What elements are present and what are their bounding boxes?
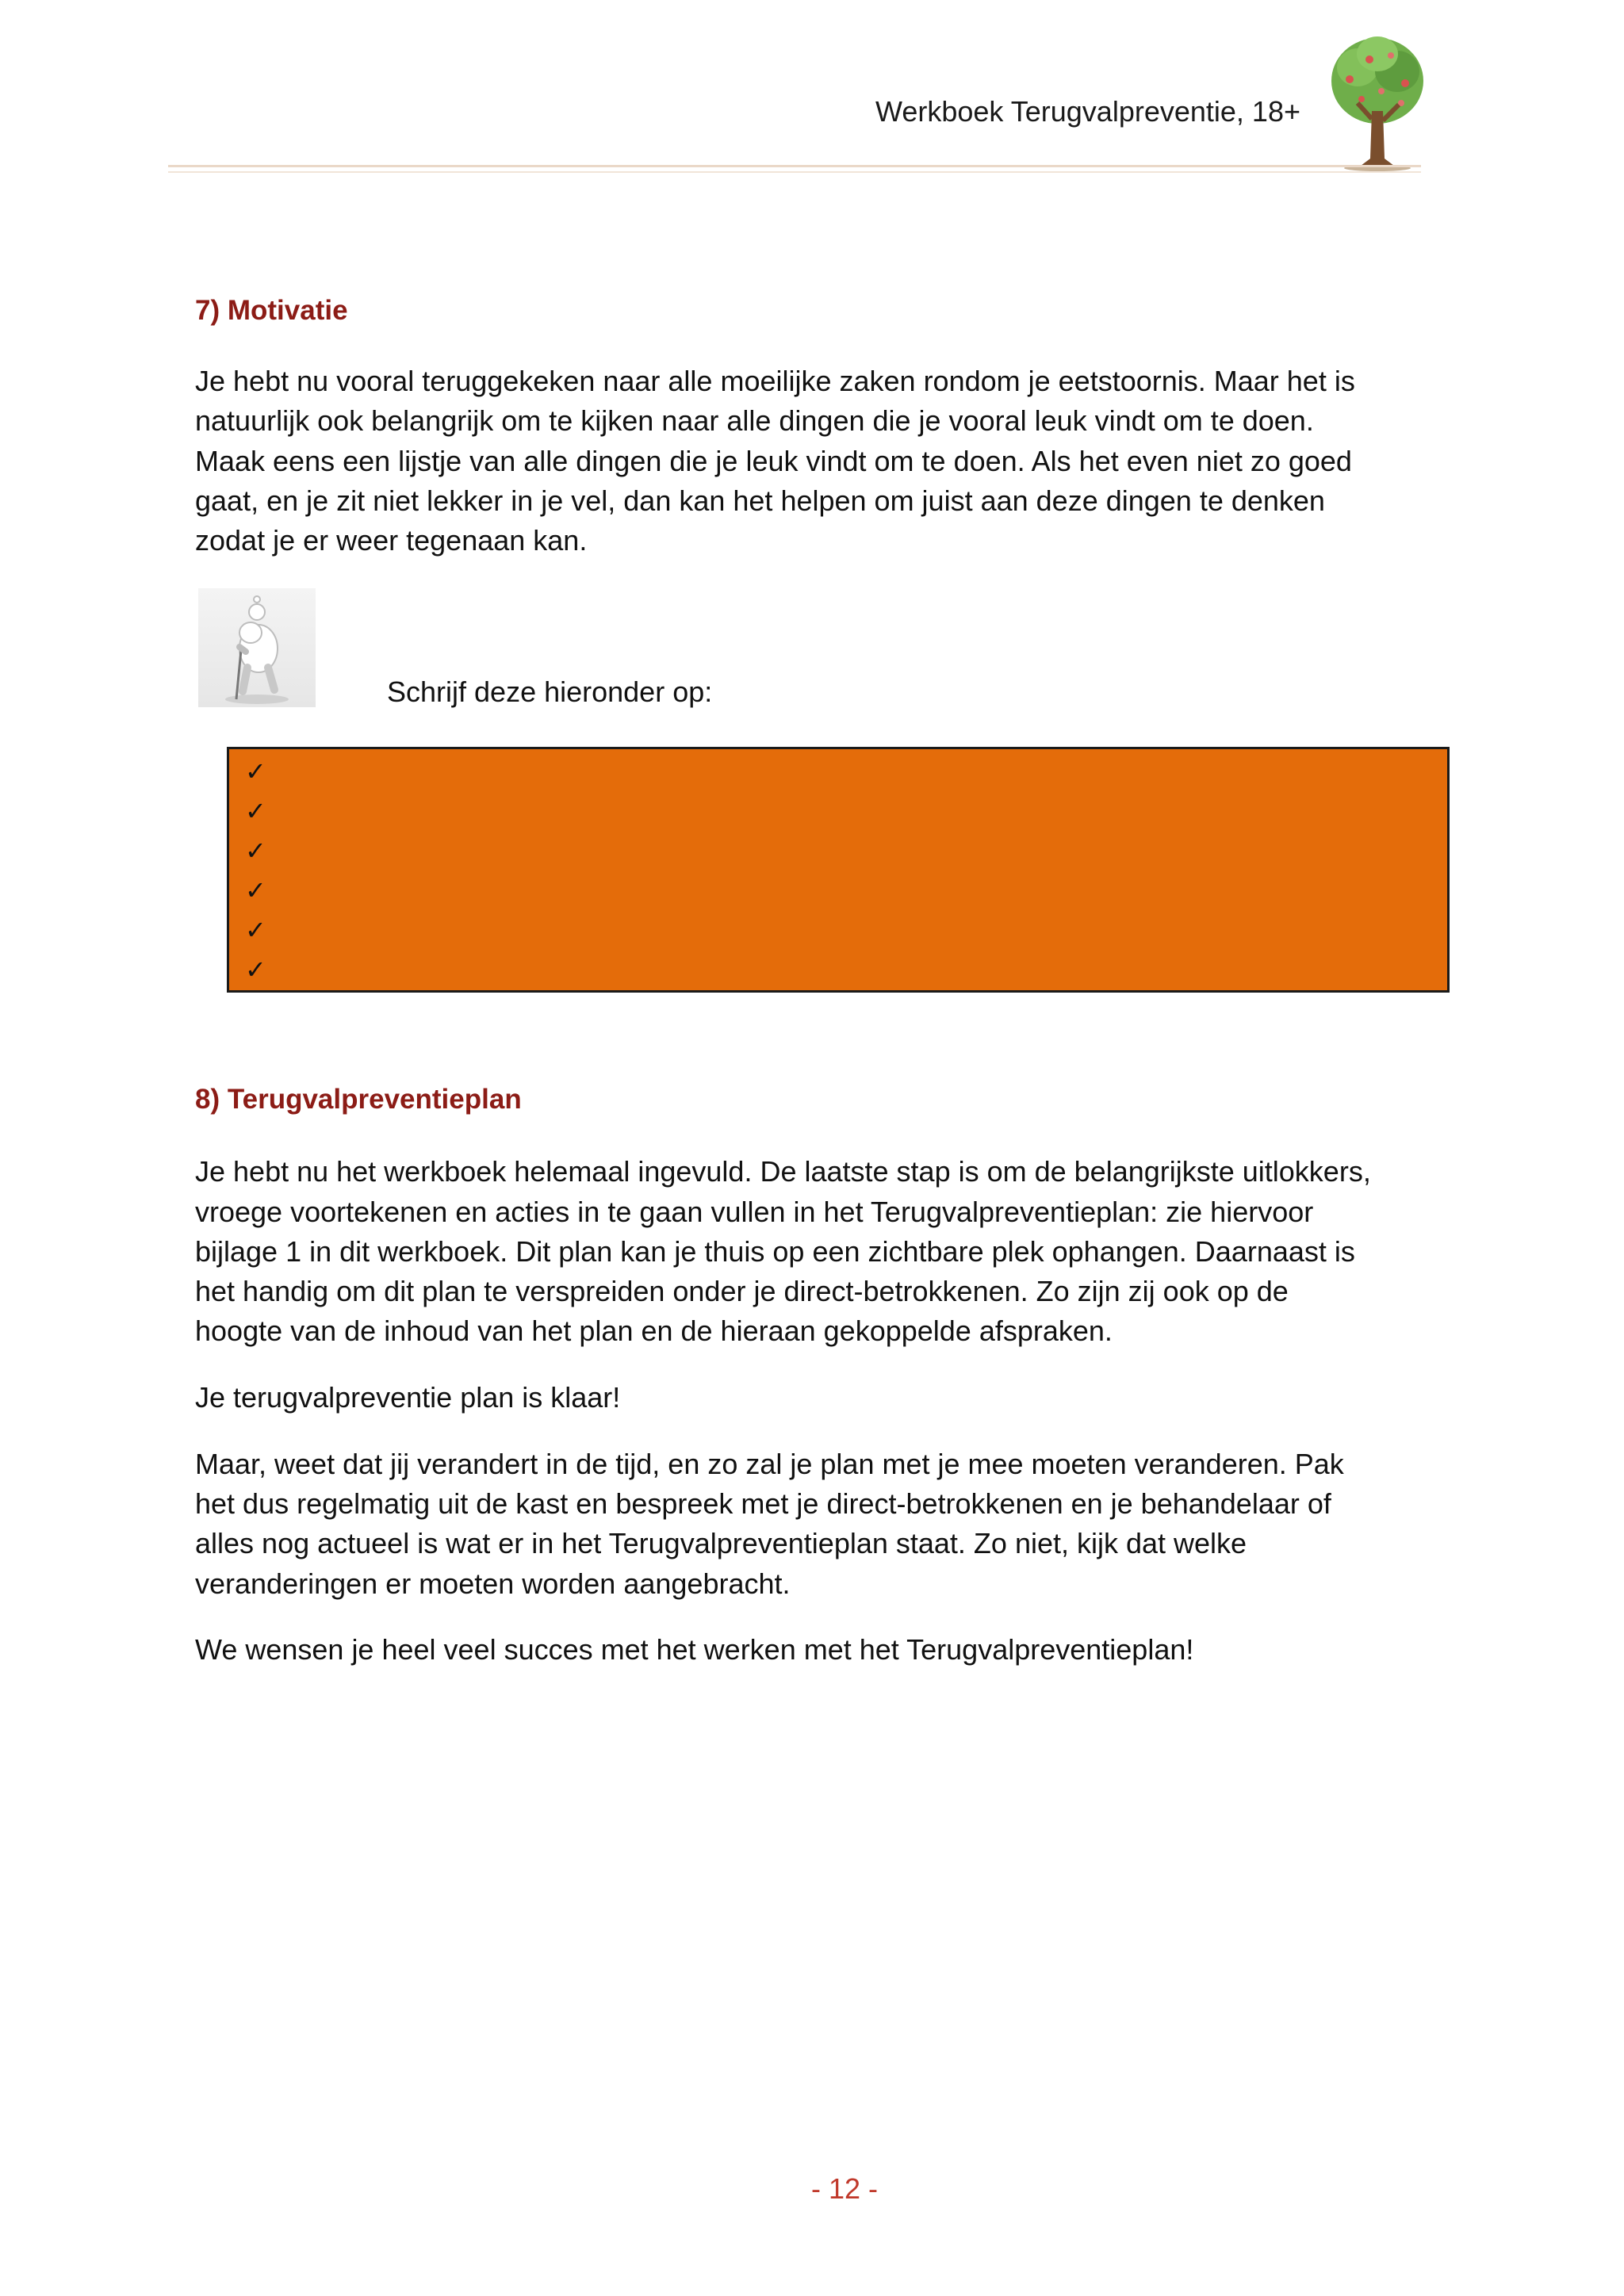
paragraph-line: natuurlijk ook belangrijk om te kijken naar alle dingen die je vooral leuk vindt om te doen. [195,404,1314,437]
paragraph-line: bijlage 1 in dit werkboek. Dit plan kan je thuis op een zichtbare plek ophangen. Daarnaast is [195,1235,1355,1268]
paragraph-line: het handig om dit plan te verspreiden onder je direct-betrokkenen. Zo zijn zij ook op de [195,1275,1289,1307]
paragraph-line: We wensen je heel veel succes met het werken met het Terugvalpreventieplan! [195,1633,1194,1666]
paragraph-line: Maar, weet dat jij verandert in de tijd, en zo zal je plan met je mee moeten veranderen. Pak [195,1448,1344,1480]
instruction-text: Schrijf deze hieronder op: [387,675,713,708]
paragraph-line: Maak eens een lijstje van alle dingen die je leuk vindt om te doen. Als het even niet zo goed [195,445,1352,477]
paragraph-line: vroege voortekenen en acties in te gaan vullen in het Terugvalpreventieplan: zie hiervoor [195,1196,1314,1228]
document-header-title: Werkboek Terugvalpreventie, 18+ [875,95,1300,128]
paragraph-line: Je hebt nu het werkboek helemaal ingevuld. De laatste stap is om de belangrijkste uitlokkers, [195,1155,1371,1188]
figure-with-walking-stick-icon [198,588,316,707]
checkmark-icon: ✓ [245,797,266,825]
paragraph-line: zodat je er weer tegenaan kan. [195,524,588,557]
checkmark-icon: ✓ [245,876,266,905]
paragraph-line: hoogte van de inhoud van het plan en de hieraan gekoppelde afspraken. [195,1314,1113,1347]
section-7-heading: 7) Motivatie [195,295,348,326]
checklist-box [227,747,1450,993]
checkmark-icon: ✓ [245,955,266,984]
checkmark-icon: ✓ [245,916,266,944]
page-number: - 12 - [810,2172,879,2205]
paragraph-line: Je hebt nu vooral teruggekeken naar alle moeilijke zaken rondom je eetstoornis. Maar het is [195,365,1355,397]
paragraph-line: Je terugvalpreventie plan is klaar! [195,1381,621,1414]
paragraph-line: veranderingen er moeten worden aangebracht. [195,1567,791,1600]
paragraph-line: alles nog actueel is wat er in het Terugvalpreventieplan staat. Zo niet, kijk dat welke [195,1527,1247,1559]
checkmark-icon: ✓ [245,836,266,865]
paragraph-line: het dus regelmatig uit de kast en bespreek met je direct-betrokkenen en je behandelaar of [195,1487,1331,1520]
section-8-heading: 8) Terugvalpreventieplan [195,1084,522,1115]
header-divider [168,165,1421,167]
figure-illustration [198,588,316,707]
tree-logo-icon [1326,32,1429,171]
header-divider-secondary [168,171,1421,173]
paragraph-line: gaat, en je zit niet lekker in je vel, dan kan het helpen om juist aan deze dingen te denken [195,484,1325,517]
checkmark-icon: ✓ [245,757,266,786]
